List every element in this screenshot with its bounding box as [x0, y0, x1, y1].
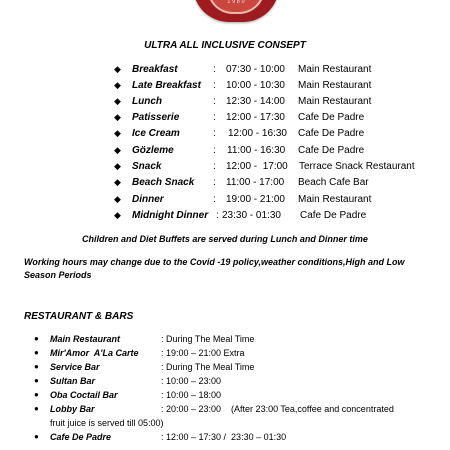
schedule-time: 12:00 - 17:30 — [226, 112, 285, 123]
schedule-separator: : — [213, 64, 216, 75]
schedule-place: Cafe De Padre — [300, 210, 367, 221]
schedule-separator: : — [213, 128, 216, 139]
diamond-bullet-icon: ◆ — [114, 210, 121, 220]
round-bullet-icon: ● — [34, 390, 39, 399]
restaurant-hours: : During The Meal Time — [161, 362, 255, 372]
logo-emblem — [207, 0, 265, 14]
buffet-note: Children and Diet Buffets are served during Lunch and Dinner time — [82, 234, 368, 244]
schedule-name: Snack — [132, 161, 162, 172]
restaurant-hours: : During The Meal Time — [161, 334, 255, 344]
schedule-name: Gözleme — [132, 145, 174, 156]
schedule-name: Beach Snack — [132, 177, 195, 188]
schedule-place: Main Restaurant — [298, 64, 372, 75]
schedule-separator: : — [216, 210, 219, 221]
round-bullet-icon: ● — [34, 362, 39, 371]
round-bullet-icon: ● — [34, 348, 39, 357]
schedule-time: 10:00 - 10:30 — [226, 80, 285, 91]
schedule-name: Dinner — [132, 194, 164, 205]
schedule-time: 19:00 - 21:00 — [226, 194, 285, 205]
schedule-time: 12:00 - 16:30 — [228, 128, 287, 139]
restaurant-name: Cafe De Padre — [50, 432, 112, 442]
logo-text: 1 9 8 0 — [227, 0, 245, 5]
schedule-time: 12:30 - 14:00 — [226, 96, 285, 107]
round-bullet-icon: ● — [34, 404, 39, 413]
schedule-separator: : — [213, 161, 216, 172]
schedule-time: 11:00 - 17:00 — [226, 177, 285, 188]
round-bullet-icon: ● — [34, 376, 39, 385]
schedule-place: Main Restaurant — [298, 194, 372, 205]
lobby-bar-note: fruit juice is served till 05:00) — [50, 418, 164, 428]
restaurant-name: Lobby Bar — [50, 404, 95, 414]
schedule-name: Breakfast — [132, 64, 178, 75]
diamond-bullet-icon: ◆ — [114, 194, 121, 204]
diamond-bullet-icon: ◆ — [114, 64, 121, 74]
schedule-separator: : — [213, 145, 216, 156]
schedule-place: Cafe De Padre — [298, 145, 365, 156]
schedule-place: Terrace Snack Restaurant — [299, 161, 415, 172]
schedule-name: Patisserie — [132, 112, 180, 123]
diamond-bullet-icon: ◆ — [114, 177, 121, 187]
diamond-bullet-icon: ◆ — [114, 80, 121, 90]
restaurant-name: Sultan Bar — [50, 376, 96, 386]
schedule-time: 11:00 - 16:30 — [227, 145, 286, 156]
schedule-name: Midnight Dinner — [132, 210, 209, 221]
restaurant-hours: : 20:00 – 23:00 (After 23:00 Tea,coffee and concentrated — [161, 404, 394, 414]
restaurant-hours: : 10:00 – 23:00 — [161, 376, 222, 386]
diamond-bullet-icon: ◆ — [114, 161, 121, 171]
diamond-bullet-icon: ◆ — [114, 112, 121, 122]
schedule-separator: : — [213, 96, 216, 107]
schedule-place: Cafe De Padre — [298, 112, 365, 123]
schedule-time: 07:30 - 10:00 — [226, 64, 285, 75]
diamond-bullet-icon: ◆ — [114, 96, 121, 106]
schedule-place: Cafe De Padre — [298, 128, 365, 139]
schedule-separator: : — [213, 112, 216, 123]
schedule-time: 12:00 - 17:00 — [226, 161, 288, 172]
schedule-place: Main Restaurant — [298, 96, 372, 107]
schedule-separator: : — [213, 80, 216, 91]
restaurant-hours: : 19:00 – 21:00 Extra — [161, 348, 245, 358]
schedule-separator: : — [213, 177, 216, 188]
restaurant-hours: : 10:00 – 18:00 — [161, 390, 222, 400]
schedule-place: Main Restaurant — [298, 80, 372, 91]
diamond-bullet-icon: ◆ — [114, 128, 121, 138]
schedule-time: 23:30 - 01:30 — [222, 210, 281, 221]
section-title-restaurants: RESTAURANT & BARS — [24, 311, 134, 322]
restaurant-name: Main Restaurant — [50, 334, 121, 344]
restaurant-name: Mir'Amor A'La Carte — [50, 348, 139, 358]
schedule-place: Beach Cafe Bar — [298, 177, 369, 188]
restaurant-name: Service Bar — [50, 362, 100, 372]
page-title: ULTRA ALL INCLUSIVE CONSEPT — [144, 40, 306, 51]
restaurant-name: Oba Coctail Bar — [50, 390, 118, 400]
diamond-bullet-icon: ◆ — [114, 145, 121, 155]
schedule-name: Ice Cream — [132, 128, 180, 139]
round-bullet-icon: ● — [34, 334, 39, 343]
hotel-logo — [193, 0, 279, 22]
restaurant-hours: : 12:00 – 17:30 / 23:30 – 01:30 — [161, 432, 287, 442]
schedule-name: Lunch — [132, 96, 162, 107]
schedule-separator: : — [213, 194, 216, 205]
working-hours-note: Working hours may change due to the Covid -19 policy,weather conditions,High and Low Season Periods — [24, 257, 405, 280]
schedule-name: Late Breakfast — [132, 80, 201, 91]
round-bullet-icon: ● — [34, 432, 39, 441]
